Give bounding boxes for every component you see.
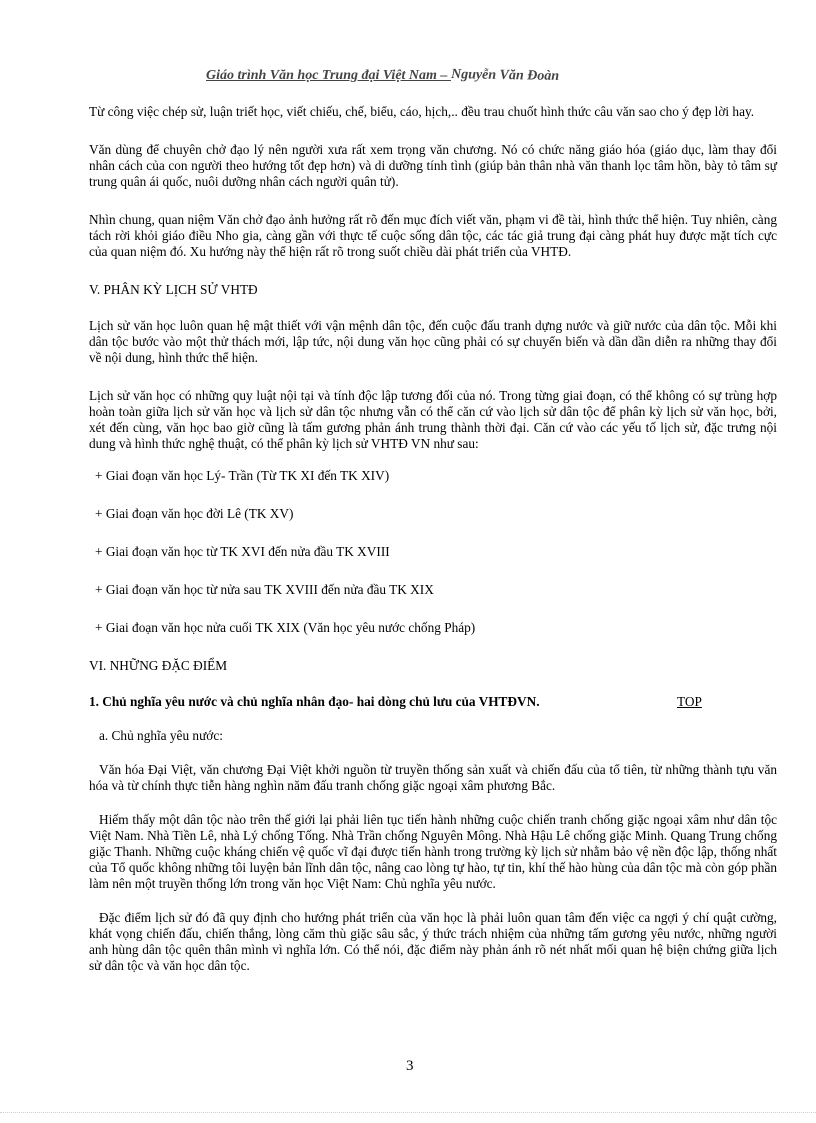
paragraph (89, 212, 777, 260)
paragraph (89, 142, 777, 190)
document-body (89, 104, 777, 974)
section-heading-v: V. PHÂN KỲ LỊCH SỬ VHTĐ (89, 282, 258, 297)
page-break-rule (0, 1112, 816, 1113)
sub-heading-a: a. Chủ nghĩa yêu nước: (99, 728, 223, 743)
paragraph: Hiếm thấy một dân tộc nào trên thế giới lại phải liên tục tiến hành những cuộc chiến tranh chống giặc ngoại xâm như dân tộc Việt Nam. Nhà Tiền Lê, nhà Lý chống Tống. Nhà Trần chống Nguyên Mông. Nhà Hậu Lê chống giặc Minh. Quang Trung chống giặc Thanh. Những cuộc kháng chiến vệ quốc vĩ đại được tiến hành trong trường kỳ lịch sử nhằm bảo vệ nền độc lập, thống nhất của Tổ quốc không những tôi luyện bản lĩnh dân tộc, nâng cao lòng tự hào, tự tin, khí thế hào hùng của dân tộc mà còn góp phần làm nên một truyền thống lớn trong văn học Việt Nam: Chủ nghĩa yêu nước. (89, 812, 777, 891)
section-heading-vi: VI. NHỮNG ĐẶC ĐIỂM (89, 658, 228, 673)
list-item: + Giai đoạn văn học nửa cuối TK XIX (Văn học yêu nước chống Pháp) (95, 620, 476, 635)
list-item: + Giai đoạn văn học từ TK XVI đến nửa đầu TK XVIII (95, 544, 390, 559)
top-link[interactable]: TOP (677, 694, 702, 709)
paragraph: Từ công việc chép sử, luận triết học, viết chiếu, chế, biểu, cáo, hịch,.. đều trau chuốt hình thức câu văn sao cho ý đẹp lời hay. (89, 104, 755, 119)
page-header (206, 68, 626, 84)
subsection-heading (89, 694, 777, 710)
paragraph-text: Văn dùng để chuyên chở đạo lý nên người xưa rất xem trọng văn chương. Nó có chức năng giáo hóa (giáo dục, làm thay đổi nhân cách của con người theo hướng tốt đẹp hơn) và di dưỡng tính tình (giúp bản thân nhà văn thanh lọc tâm hồn, bày tỏ tâm sự trung quân ái quốc, nuôi dưỡng nhân cách người quân tử). (89, 142, 777, 189)
header-title: Giáo trình Văn học Trung đại Việt Nam – (206, 68, 448, 83)
paragraph-text: Nhìn chung, quan niệm Văn chở đạo ảnh hưởng rất rõ đến mục đích viết văn, phạm vi đề tài, hình thức thể hiện. Tuy nhiên, càng tách rời khỏi giáo điều Nho gia, càng gần với thực tế cuộc sống dân tộc, các tác giả trung đại càng phát huy được mặt tích cực của quan niệm đó. Xu hướng này thể hiện rất rõ trong suốt chiều dài phát triển của VHTĐ. (89, 212, 777, 259)
list-item: + Giai đoạn văn học đời Lê (TK XV) (95, 506, 294, 521)
list-item: + Giai đoạn văn học Lý- Trần (Từ TK XI đến TK XIV) (95, 468, 390, 483)
subsection-title: 1. Chủ nghĩa yêu nước và chủ nghĩa nhân đạo- hai dòng chủ lưu của VHTĐVN. (89, 694, 540, 709)
paragraph: Lịch sử văn học luôn quan hệ mật thiết với vận mệnh dân tộc, đến cuộc đấu tranh dựng nước và giữ nước của dân tộc. Mỗi khi dân tộc bước vào một thử thách mới, lập tức, nội dung văn học cũng phải có sự chuyển biến và dần dần diễn ra những thay đổi về nội dung, hình thức thể hiện. (89, 318, 777, 365)
paragraph: Lịch sử văn học có những quy luật nội tại và tính độc lập tương đối của nó. Trong từng giai đoạn, có thể không có sự trùng hợp hoàn toàn giữa lịch sử văn học và lịch sử dân tộc nhưng vẫn có thể căn cứ vào lịch sử dân tộc để phân kỳ lịch sử văn học, bởi, xét đến cùng, văn học bao giờ cũng là tấm gương phản ánh trung thành thời đại. Căn cứ vào các yếu tố lịch sử, đặc trưng nội dung và hình thức nghệ thuật, có thể phân kỳ lịch sử VHTĐ VN như sau: (89, 388, 777, 451)
paragraph: Văn hóa Đại Việt, văn chương Đại Việt khởi nguồn từ truyền thống sản xuất và chiến đấu của tổ tiên, từ những thành tựu văn hóa và từ chính thực tiễn hàng nghìn năm đấu tranh chống giặc ngoại xâm phương Bắc. (89, 762, 777, 793)
paragraph: Đặc điểm lịch sử đó đã quy định cho hướng phát triển của văn học là phải luôn quan tâm đến việc ca ngợi ý chí quật cường, khát vọng chiến đấu, chiến thắng, lòng căm thù giặc sâu sắc, ý thức trách nhiệm của những tấm gương yêu nước, những người anh hùng dân tộc quên thân mình vì nghĩa lớn. Có thể nói, đặc điểm này phản ánh rõ nét nhất mối quan hệ biện chứng giữa lịch sử dân tộc và văn học dân tộc. (89, 910, 777, 973)
list-item: + Giai đoạn văn học từ nửa sau TK XVIII đến nửa đầu TK XIX (95, 582, 434, 597)
page-number: 3 (406, 1058, 414, 1074)
header-author: Nguyễn Văn Đoàn (450, 67, 560, 84)
